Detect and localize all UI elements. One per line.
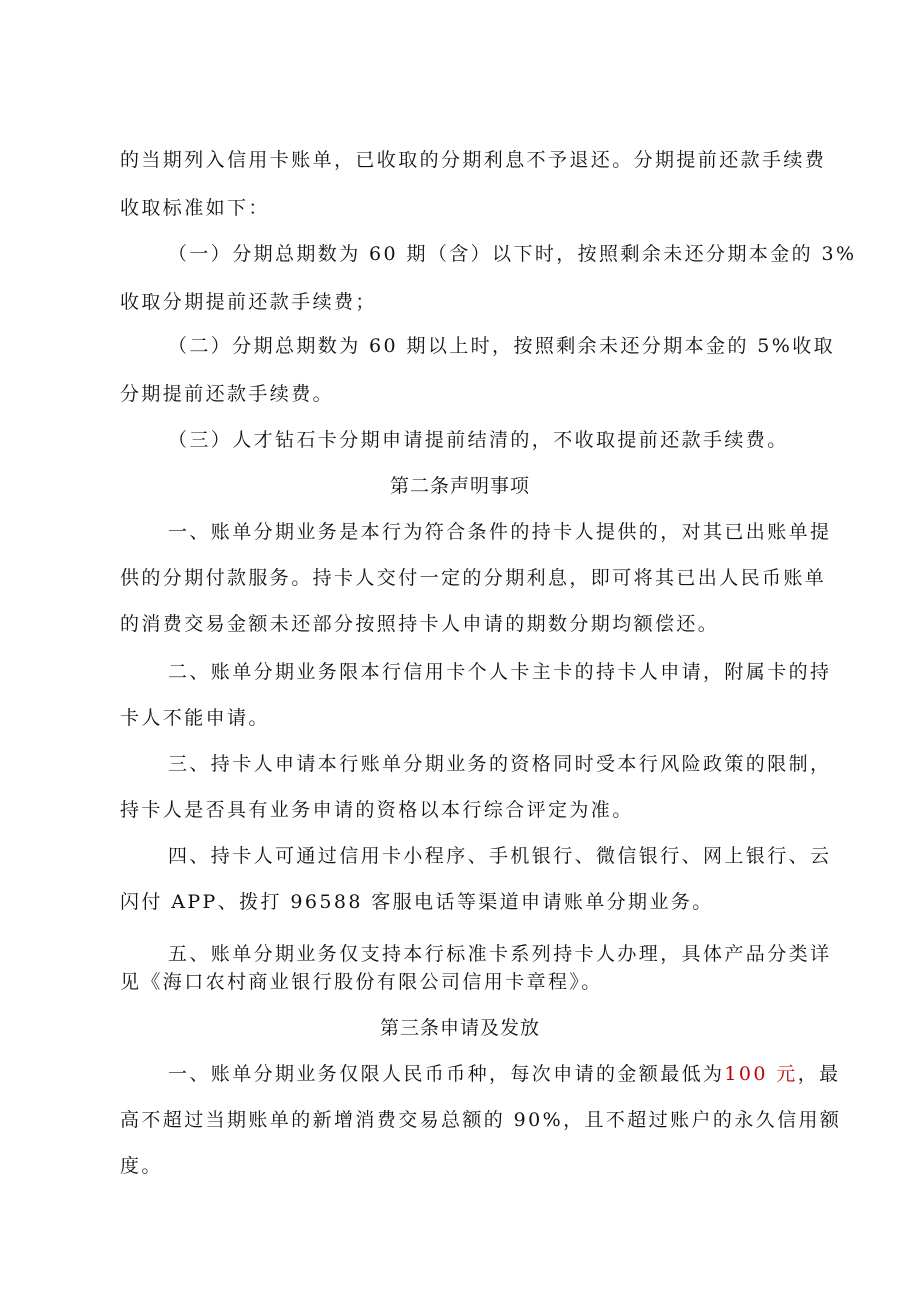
text-line: 四、持卡人可通过信用卡小程序、手机银行、微信银行、网上银行、云 [168,845,832,867]
text-line: 的消费交易金额未还部分按照持卡人申请的期数分期均额偿还。 [120,613,720,635]
text-line: 收取分期提前还款手续费； [120,291,377,313]
text-line: 见《海口农村商业银行股份有限公司信用卡章程》。 [120,971,603,993]
text-line: 收取标准如下： [120,197,270,219]
text-run: ，最 [797,1063,841,1085]
text-line: 的当期列入信用卡账单，已收取的分期利息不予退还。分期提前还款手续费 [120,149,827,171]
text-run: 一、账单分期业务仅限人民币币种，每次申请的金额最低为 [168,1063,725,1085]
text-line [168,1062,840,1086]
text-line: （三）人才钻石卡分期申请提前结清的，不收取提前还款手续费。 [168,429,789,451]
section-heading: 第二条声明事项 [389,475,530,497]
text-line: 供的分期付款服务。持卡人交付一定的分期利息，即可将其已出人民币账单 [120,567,827,589]
text-line: 二、账单分期业务限本行信用卡个人卡主卡的持卡人申请，附属卡的持 [168,661,832,683]
text-line: 一、账单分期业务是本行为符合条件的持卡人提供的，对其已出账单提 [168,521,832,543]
text-line: 度。 [120,1155,163,1177]
highlighted-amount: 100 元 [724,1063,798,1085]
text-line: （一）分期总期数为 60 期（含）以下时，按照剩余未还分期本金的 3% [168,243,857,265]
text-line: 分期提前还款手续费。 [120,383,335,405]
text-line: 卡人不能申请。 [120,707,270,729]
text-line: 高不超过当期账单的新增消费交易总额的 90%，且不超过账户的永久信用额 [120,1109,842,1131]
section-heading: 第三条申请及发放 [379,1017,540,1039]
text-line: 闪付 APP、拨打 96588 客服电话等渠道申请账单分期业务。 [120,891,714,913]
text-line: （二）分期总期数为 60 期以上时，按照剩余未还分期本金的 5%收取 [168,335,836,357]
text-line: 持卡人是否具有业务申请的资格以本行综合评定为准。 [120,799,634,821]
text-line: 三、持卡人申请本行账单分期业务的资格同时受本行风险政策的限制， [168,753,832,775]
text-line: 五、账单分期业务仅支持本行标准卡系列持卡人办理，具体产品分类详 [168,943,832,965]
